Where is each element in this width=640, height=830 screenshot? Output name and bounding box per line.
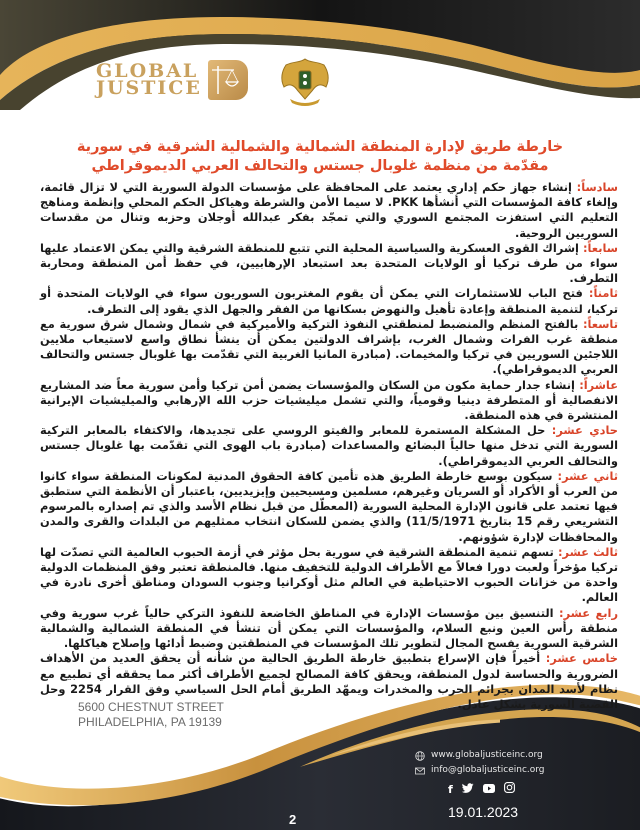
scales-of-justice-icon [208, 60, 248, 100]
globe-icon [415, 751, 425, 761]
paragraph-text: فتح الباب للاستثمارات التي يمكن أن يقوم المغتربون السوريون سواء في الولايات المتحدة أو تركيا، لتنمية المنطقة وإعادة تأهيل والنهوض بسكانها من الفقر والجهل الذي يقود إلى التطرف. [40, 286, 618, 316]
paragraph-label: رابع عشر: [559, 605, 619, 620]
paragraph-tenth [40, 378, 618, 424]
paragraph-label: ثاني عشر: [557, 468, 618, 483]
paragraph-text: أخيراً فإن الإسراع بتطبيق خارطة الطريق الحالية من شأنه أن يحقق العديد من الأهداف الضرورية والحساسة لدول المنطقة، ويحقق كافة المصالح لجميع الأطراف أكثر مما يحققه أي تطبيع مع نظام لأسد المدان بجرائم الحرب والمخدرات ويمهّد الطريق أمام الحل السياسي وفق القرار 2254 وحل القضية السورية بشكل عادل. [40, 651, 618, 711]
paragraph-fourteenth [40, 606, 618, 652]
email-row [415, 763, 545, 778]
logo-wordmark [96, 60, 202, 99]
website-link[interactable]: www.globaljusticeinc.org [431, 750, 543, 760]
paragraph-eleventh [40, 423, 618, 469]
address-line-1: 5600 CHESTNUT STREET [78, 700, 224, 714]
paragraph-text: حل المشكلة المستمرة للمعابر والفيتو الروسي على تجديدها، والاكتفاء بالمعابر التركية السورية التي تدخل منها حالياً البضائع والمساعدات (مبادرة باب الهوى التي تقدّمت بها غلوبال جستس والتحالف العربي الديموقراطي). [40, 423, 618, 468]
paragraph-label: سادساً: [576, 180, 618, 194]
paragraph-text: تسهم تنمية المنطقة الشرقية في سورية بحل مؤثر في أزمة الحبوب العالمية التي تصدّت لها تركيا مؤخراً ولعبت دورا فعالاً مع الأطراف الدولية للتخفيف منها. فالمنطقة تعتبر وفق المنظمات الدولية واحدة من خزانات الحبوب الاحتياطية في العالم مثل أوكرانيا وجنوب السودان ومناطق أخرى نادرة في العالم. [40, 544, 618, 605]
paragraph-twelfth [40, 469, 618, 545]
paragraph-fifteenth [40, 651, 618, 712]
paragraph-seventh [40, 241, 618, 287]
paragraph-sixth [40, 180, 618, 241]
paragraph-label: حادي عشر: [551, 423, 618, 438]
envelope-icon [415, 766, 425, 776]
email-link[interactable]: info@globaljusticeinc.org [431, 765, 545, 775]
paragraph-eighth [40, 286, 618, 316]
document-date: 19.01.2023 [448, 804, 519, 820]
paragraph-label: سابعاً: [582, 240, 618, 255]
social-links [448, 782, 515, 796]
paragraph-ninth [40, 317, 618, 378]
twitter-icon[interactable] [462, 783, 474, 796]
paragraph-label: عاشراً: [579, 377, 618, 392]
address-line-2: PHILADELPHIA, PA 19139 [78, 715, 222, 729]
paragraph-label: ثالث عشر: [557, 544, 618, 559]
paragraph-text: إنشاء جهاز حكم إداري يعتمد على المحافظة على مؤسسات الدولة السورية التي لا تزال قائمة، وإلغاء كافة المؤسسات التي أنشأها PKK. لا سيما الأمن والشرطة وهياكل الحكم المحلي وإنظمة ومناهج التعليم التي استفزت المجتمع السوري والتي تمجّد بفكر عبدالله أوجلان وحزبه وتنال من مقدسات السوريين الروحية. [40, 180, 618, 240]
contact-info [415, 748, 545, 778]
syrian-eagle-emblem-icon [276, 55, 334, 107]
global-justice-logo [96, 60, 248, 100]
paragraph-text: إشراك القوى العسكرية والسياسية المحلية التي تتبع للمنطقة الشرقية والتي يمكن الاعتماد عليها سواء من طرف تركيا أو الولايات المتحدة بعد استبعاد الإرهابيين، في حفظ أمن المنطقة ومحاربة التطرف. [40, 240, 618, 286]
paragraph-text: التنسيق بين مؤسسات الإدارة في المناطق الخاضعة للنفوذ التركي حالياً غرب سورية وفي منطقة رأس العين ونبع السلام، والمؤسسات التي يمكن أن تنشأ في المنطقة الشمالية والشمالية الشرقية السورية يفسح المجال لتطوير تلك المؤسسات في المنطقتين وضبط أدائها وإصلاح هياكلها. [40, 605, 618, 651]
youtube-icon[interactable] [483, 783, 495, 796]
paragraph-text: بالفتح المنظم والمنضبط لمنطقتي النفوذ التركية والأميركية في شمال وشمال شرق سورية مع منطقة غرب الفرات وشمال الغرب، بإشراف الدولتين يمكن أن ينشأ نطاق واسع لاستيعاب ملايين اللاجئين السوريين في تركيا والمخيمات. (مبادرة المانيا الغربية التي تقدّمت بها غلوبال جستس والتحالف العربي الديموقراطي). [40, 316, 618, 377]
document-body [40, 180, 618, 712]
page-number: 2 [289, 812, 297, 827]
instagram-icon[interactable] [504, 782, 515, 796]
title-line-2: مقدّمة من منظمة غلوبال جستس والتحالف العربي الديموقراطي [91, 158, 549, 174]
paragraph-text: سيكون بوسع خارطة الطريق هذه تأمين كافة الحقوق المدنية لمكونات المنطقة سواء كانوا من العرب أو الأكراد أو السريان وغيرهم، مسلمين ومسيحيين وإيزيديين، باعتبار أن الأنظمة التي ستطبق فيها تعتمد على قانون الإدارة المحلية السورية (المعطّل من قبل نظام الأسد والذي تم إصداره بالمرسوم التشريعي رقم 15 بتاريخ 11/5/1971) والذي يضمن للسكان انتخاب ممثليهم من البلدات والقرى والمدن والمحافظات لإدارة شؤونهم. [40, 468, 618, 544]
title-line-1: خارطة طريق لإدارة المنطقة الشمالية والشمالية الشرقية في سورية [76, 139, 564, 155]
facebook-icon[interactable]: f [448, 782, 453, 796]
website-row [415, 748, 545, 763]
paragraph-label: تاسعاً: [582, 316, 618, 331]
logo-line-1: GLOBAL [96, 60, 199, 82]
logo-line-2: JUSTICE [96, 77, 202, 99]
document-title [60, 138, 580, 176]
paragraph-label: ثامناً: [588, 286, 618, 301]
paragraph-thirteenth [40, 545, 618, 606]
paragraph-label: خامس عشر: [545, 651, 618, 666]
paragraph-text: إنشاء جدار حماية مكون من السكان والمؤسسات يضمن أمن تركيا وأمن سورية معاً ضد المشاريع الانفصالية أو المتطرفة دينيا وقومياً، والتي تشمل ميليشيات حزب الله الإرهابي والميليشيات الإيرانية المنتشرة في هذه المنطقة. [40, 377, 618, 423]
